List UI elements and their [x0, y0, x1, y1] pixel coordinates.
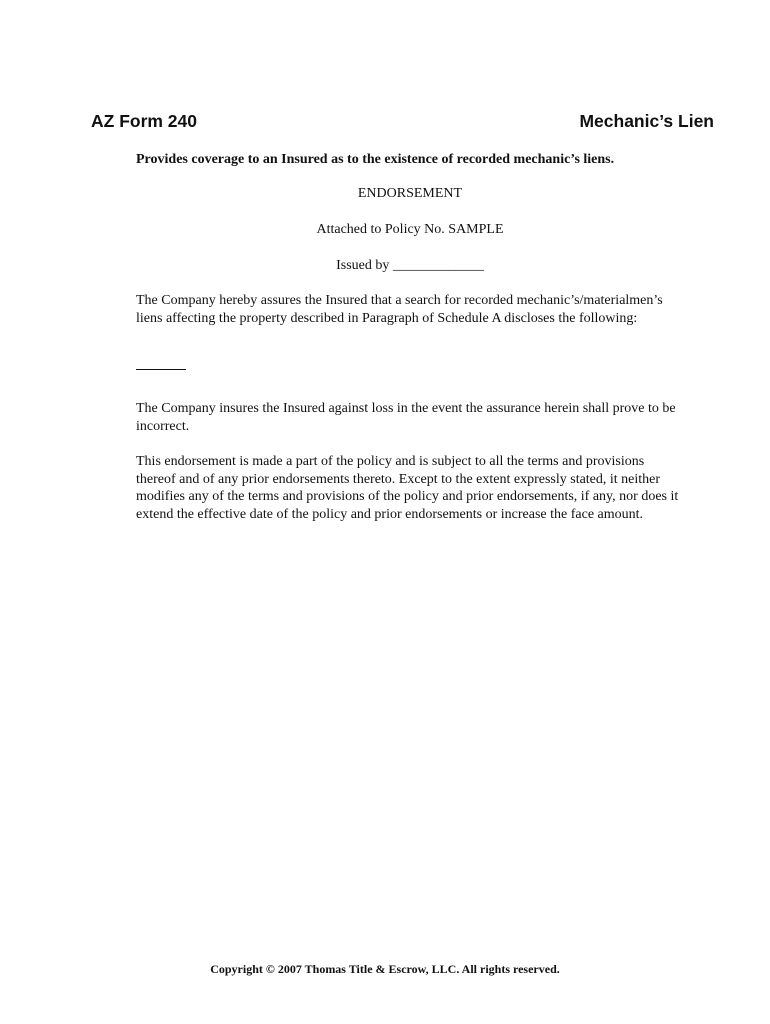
search-assurance-paragraph: The Company hereby assures the Insured that a search for recorded mechanic’s/materialmen’s liens affecting the property described in Paragraph of Schedule A discloses the following:	[136, 293, 663, 326]
form-header	[91, 111, 714, 135]
form-title: Mechanic’s Lien	[579, 111, 714, 131]
form-number: AZ Form 240	[91, 111, 197, 131]
copyright-footer: Copyright © 2007 Thomas Title & Escrow, LLC. All rights reserved.	[210, 962, 560, 976]
policy-number-line: Attached to Policy No. SAMPLE	[316, 222, 504, 237]
terms-paragraph: This endorsement is made a part of the policy and is subject to all the terms and provisions thereof and of any prior endorsements thereto. Except to the extent expressly stated, it neither modifies any of the terms and provisions of the policy and prior endorsements, if any, nor does it extend the effective date of the policy and prior endorsements or increase the face amount.	[136, 454, 679, 522]
issued-by-line: Issued by _____________	[336, 258, 484, 273]
endorsement-heading: ENDORSEMENT	[357, 186, 463, 201]
insurance-paragraph: The Company insures the Insured against loss in the event the assurance herein shall prove to be incorrect.	[136, 401, 676, 434]
coverage-statement: Provides coverage to an Insured as to the existence of recorded mechanic’s liens.	[136, 152, 615, 167]
disclosure-blank-line	[136, 369, 186, 370]
